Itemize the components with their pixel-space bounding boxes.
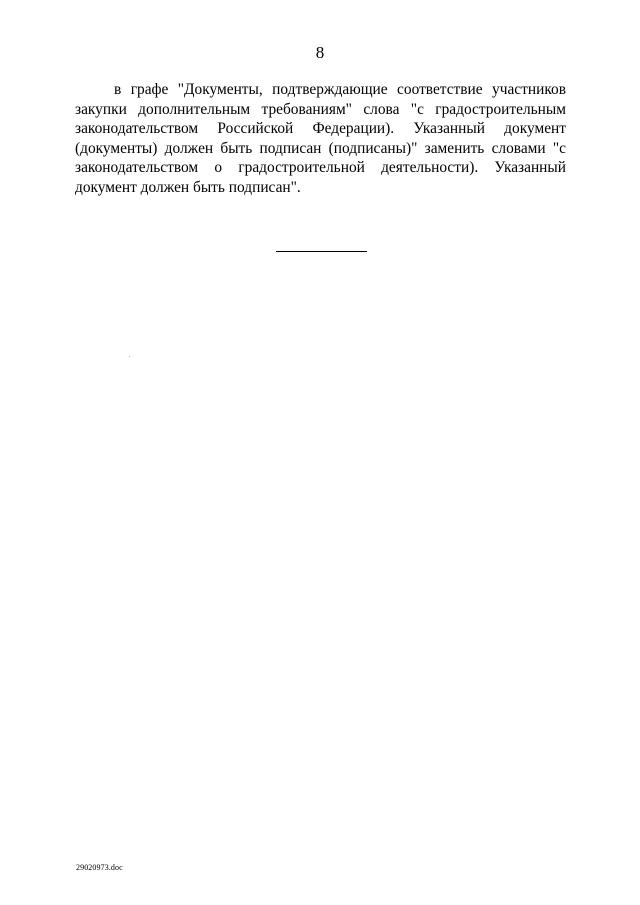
end-divider-line (276, 251, 367, 252)
footer-file-reference: 29020973.doc (76, 863, 123, 872)
amendment-paragraph: в графе "Документы, подтверждающие соответствие участников закупки дополнительным требованиям" слова "с градостроительным законодательством Российской Федерации). Указанный документ (документы) должен быть подписан (подписаны)" заменить словами "с законодательством о градостроительной деятельности). Указанный документ должен быть подписан". (75, 81, 566, 196)
page-number: 8 (315, 43, 325, 62)
scan-speck (129, 356, 130, 357)
